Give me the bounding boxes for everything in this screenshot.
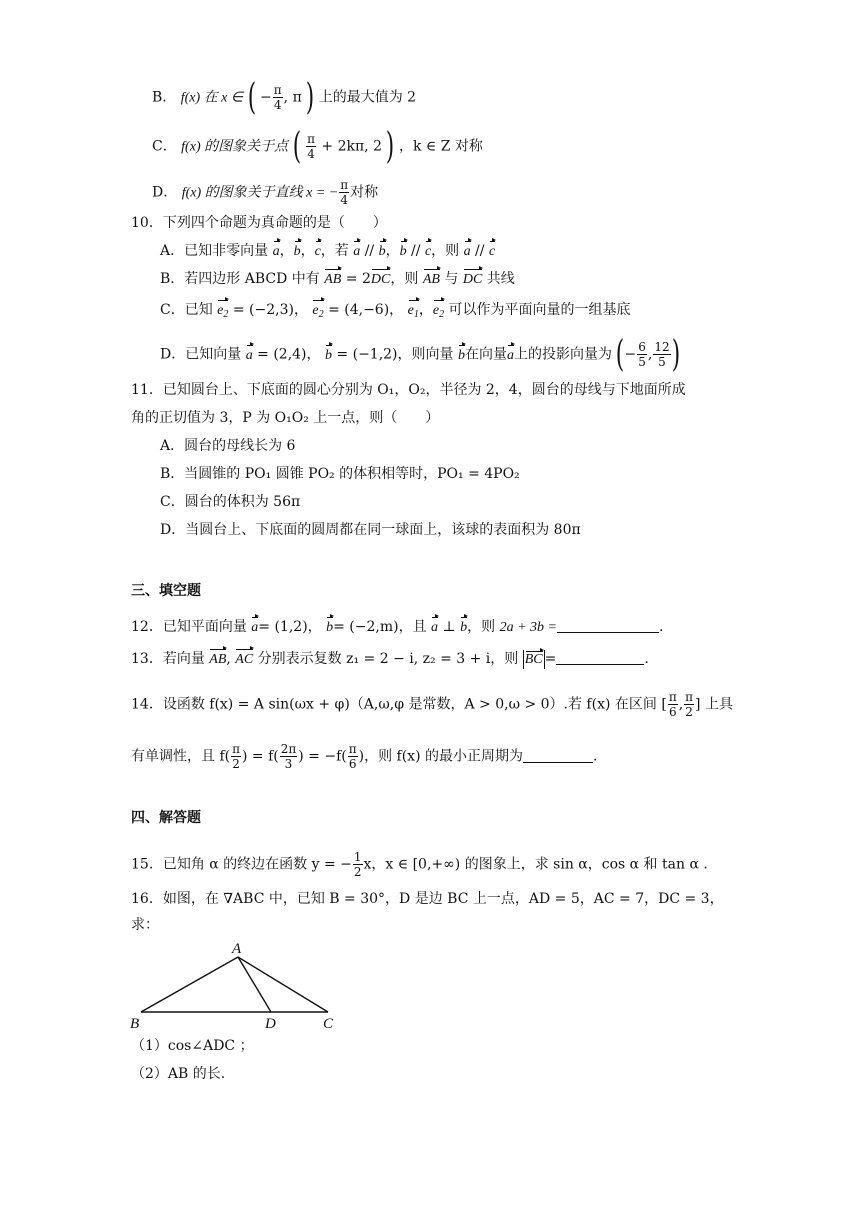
fraction: $\frac{1}{2}$ (353, 850, 362, 879)
q11-option-b: B．当圆锥的 PO₁ 圆锥 PO₂ 的体积相等时，PO₁ = 4PO₂ (160, 466, 520, 482)
fraction: $\frac{\pi}{6}$ (348, 742, 357, 771)
q11-stem-line1: 11．已知圆台上、下底面的圆心分别为 O₁，O₂，半径为 2，4，圆台的母线与下地面所成 (131, 382, 686, 398)
q11-stem-line2: 角的正切值为 3，P 为 O₁O₂ 上一点，则（ ） (131, 410, 440, 426)
triangle-figure (124, 937, 344, 1032)
vertex-label-d: D (265, 1016, 276, 1032)
vertex-label-a: A (232, 941, 242, 957)
fraction: $\frac{\pi}{2}$ (685, 690, 694, 719)
q9-option-d: D． f(x) 的图象关于直线 x = − $\frac{\pi}{4}$ 对称 (152, 178, 379, 207)
q10-option-c: C．已知 $e_2 = (-2,3)$， $e_2 = (4,-6)$， $e_1$，$e_2$ 可以作为平面向量的一组基底 (160, 299, 631, 326)
vertex-label-c: C (323, 1016, 334, 1032)
fraction: $\frac{\pi}{6}$ (668, 690, 677, 719)
fraction: $\frac{\pi}{2}$ (232, 742, 240, 771)
q10-option-a: A．已知非零向量 a，b，c，若 a // b，b // c，则 a // c (160, 240, 495, 263)
q10-option-b: B．若四边形 ABCD 中有 AB = 2DC，则 AB 与 DC 共线 (160, 268, 515, 291)
answer-blank[interactable] (556, 650, 644, 665)
fraction: $\frac{2\pi}{3}$ (280, 742, 297, 771)
q12: 12．已知平面向量 a= (1,2)， b= (−2,m)，且 a ⊥ b，则 2a + 3b = . (131, 616, 663, 639)
fraction: $\frac{\pi}{4}$ (307, 132, 315, 161)
q11-option-c: C．圆台的体积为 56π (160, 494, 301, 510)
q16-stem-line1: 16．如图，在 ∇ABC 中，已知 B = 30°，D 是边 BC 上一点，AD = 5，AC = 7，DC = 3， (131, 891, 724, 907)
vertex-label-b: B (130, 1016, 140, 1032)
answer-blank[interactable] (557, 618, 659, 633)
q11-option-a: A．圆台的母线长为 6 (160, 438, 296, 454)
fraction: $\frac{\pi}{4}$ (273, 83, 282, 112)
q11-option-d: D．当圆台上、下底面的圆周都在同一球面上，该球的表面积为 80π (160, 522, 581, 538)
q16-stem-line2: 求： (131, 917, 159, 933)
q16-part2: （2）AB 的长. (131, 1066, 226, 1082)
q16-part1: （1）cos∠ADC ； (131, 1038, 254, 1054)
fraction: $\frac{12}{5}$ (654, 340, 670, 369)
q15: 15．已知角 α 的终边在函数 y = − $\frac{1}{2}$ x，x ∈ [0,+∞) 的图象上，求 sin α，cos α 和 tan α . (131, 850, 708, 879)
q10-stem: 10．下列四个命题为真命题的是（ ） (131, 215, 387, 231)
section-heading-fill-in: 三、填空题 (131, 583, 201, 599)
q14-line2: 有单调性，且 f( $\frac{\pi}{2}$ ) = f( $\frac{2\pi}{3}$ ) = −f( $\frac{\pi}{6}$ )，则 f(x) 的最小正周期为 . (131, 742, 598, 771)
q9-option-b: B． f(x) 在 x ∈ ( − $\frac{\pi}{4}$ , π ) 上的最大值为 2 (152, 76, 417, 118)
q9-option-c: C． f(x) 的图象关于点 ( $\frac{\pi}{4}$ + 2kπ, 2 ) ，k ∈ Z 对称 (152, 125, 483, 167)
fraction: $\frac{\pi}{4}$ (340, 178, 349, 207)
fraction: $\frac{6}{5}$ (638, 340, 646, 369)
q14-line1: 14．设函数 f(x) = A sin(ωx + φ)（A,ω,φ 是常数，A > 0,ω > 0）.若 f(x) 在区间 [ $\frac{\pi}{6}$ , $\frac{\pi}{2}$ ] 上具 (131, 690, 733, 719)
q10-option-d: D．已知向量 a = (2,4)， b = (−1,2)，则向量 b在向量a上的投影向量为 (− $\frac{6}{5}$ , $\frac{12}{5}$ ) (160, 333, 680, 375)
answer-blank[interactable] (523, 748, 593, 763)
q13: 13．若向量 AB, AC 分别表示复数 z₁ = 2 − i, z₂ = 3 + i，则 BC = . (131, 648, 649, 671)
section-heading-solutions: 四、解答题 (131, 810, 201, 826)
